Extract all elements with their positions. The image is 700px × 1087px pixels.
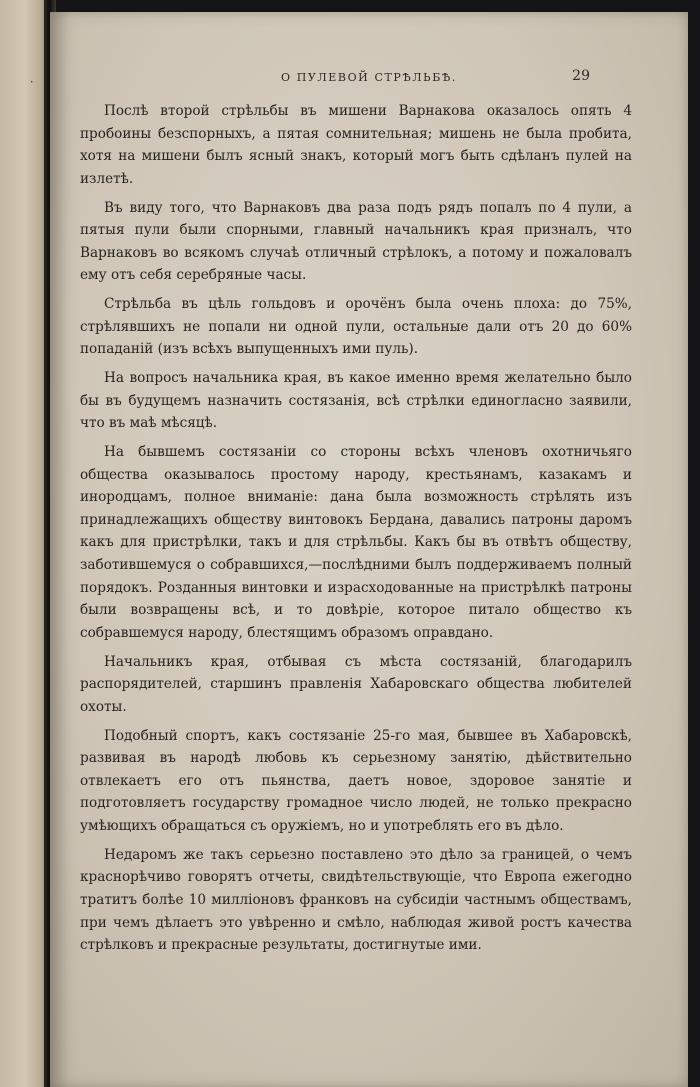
paragraph: Начальникъ края, отбывая съ мѣста состязаній, благодарилъ распорядителей, старшинъ правленія Хабаровскаго общества любителей охоты. (80, 653, 632, 715)
left-page-text-fragment: · (25, 80, 38, 84)
body-text (80, 100, 632, 963)
paragraph: Въ виду того, что Варнаковъ два раза подъ рядъ попалъ по 4 пули, а пятыя пули были спорными, главный начальникъ края призналъ, что Варнаковъ во всякомъ случаѣ отличный стрѣлокъ, а потому и пожаловалъ ему отъ себя серебряные часы. (80, 199, 632, 284)
paragraph: Стрѣльба въ цѣль гольдовъ и орочёнъ была очень плоха: до 75%, стрѣлявшихъ не попали ни одной пули, остальные дали отъ 20 до 60% попаданій (изъ всѣхъ выпущенныхъ ими пуль). (80, 296, 632, 358)
paragraph: Недаромъ же такъ серьезно поставлено это дѣло за границей, о чемъ краснорѣчиво говорятъ отчеты, свидѣтельствующіе, что Европа ежегодно тратитъ болѣе 10 милліоновъ франковъ на субсидіи частнымъ обществамъ, при чемъ дѣлаетъ это увѣренно и смѣло, наблюдая живой ростъ качества стрѣлковъ и прекрасные результаты, достигнутые ими. (80, 846, 632, 954)
book-page (50, 12, 688, 1087)
paragraph: Подобный спортъ, какъ состязаніе 25-го мая, бывшее въ Хабаровскѣ, развивая въ народѣ любовь къ серьезному занятію, дѣйствительно отвлекаетъ его отъ пьянства, даетъ новое, здоровое занятіе и подготовляетъ государству громадное число людей, не только прекрасно умѣющихъ обращаться съ оружіемъ, но и употреблять его въ дѣло. (80, 727, 632, 834)
running-head-title: О ПУЛЕВОЙ СТРѢЛЬБѢ. (281, 71, 457, 84)
running-head (50, 66, 688, 88)
page-number: 29 (572, 68, 590, 84)
paragraph: Послѣ второй стрѣльбы въ мишени Варнакова оказалось опять 4 пробоины безспорныхъ, а пятая сомнительная; мишень не была пробита, хотя на мишени былъ ясный знакъ, который могъ быть сдѣланъ пулей на излетѣ. (80, 103, 632, 187)
left-page-edge (0, 0, 50, 1087)
paragraph: На бывшемъ состязаніи со стороны всѣхъ членовъ охотничьяго общества оказывалось простому народу, крестьянамъ, казакамъ и инородцамъ, полное вниманіе: дана была возможность стрѣлять изъ принадлежащихъ обществу винтовокъ Бердана, давались патроны даромъ какъ для пристрѣлки, такъ и для стрѣльбы. Какъ бы въ отвѣтъ обществу, заботившемуся о собравшихся,—послѣдними былъ поддерживаемъ полный порядокъ. Розданныя винтовки и израсходованные на пристрѣлкѣ патроны были возвращены всѣ, и то довѣріе, которое питало общество къ собравшемуся народу, блестящимъ образомъ оправдано. (80, 444, 632, 641)
paragraph: На вопросъ начальника края, въ какое именно время желательно было бы въ будущемъ назначить состязанія, всѣ стрѣлки единогласно заявили, что въ маѣ мѣсяцѣ. (80, 370, 632, 432)
